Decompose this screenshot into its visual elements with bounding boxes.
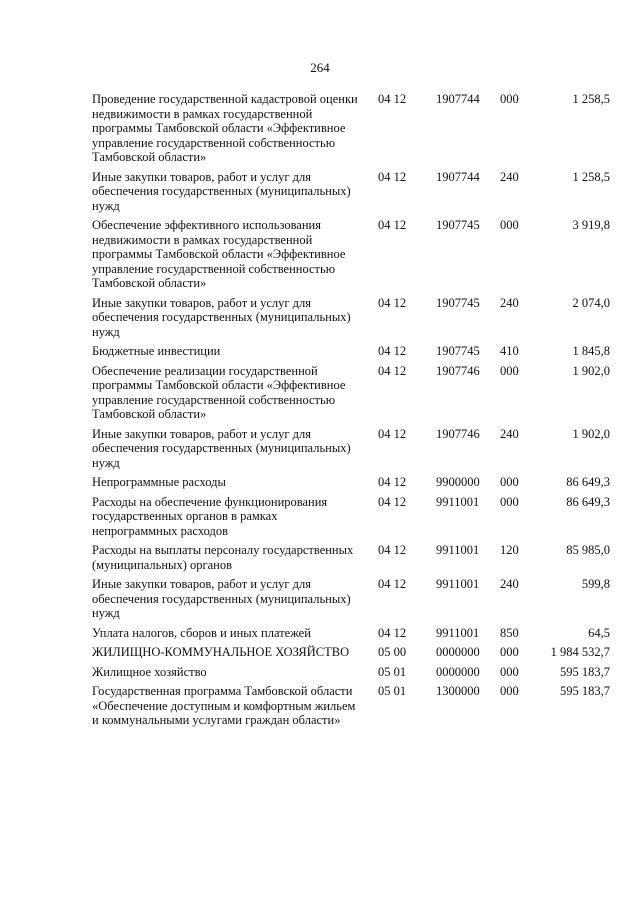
item-name: Бюджетные инвестиции [92, 344, 221, 358]
item-name: Расходы на обеспечение функционирования государственных органов в рамках непрограммных расходов [92, 494, 328, 538]
table-row [92, 218, 610, 296]
item-name: Непрограммные расходы [92, 475, 226, 489]
amount: 85 985,0 [566, 543, 610, 557]
expense-kind-code: 240 [500, 577, 519, 591]
section-code: 05 01 [378, 664, 407, 679]
table-row [92, 364, 610, 427]
item-name: Уплата налогов, сборов и иных платежей [92, 625, 311, 640]
target-code: 9900000 [436, 475, 480, 489]
table-row [92, 475, 610, 495]
section-code: 04 12 [378, 577, 407, 591]
table-row [92, 684, 610, 733]
amount: 1 258,5 [572, 169, 610, 184]
expense-kind-code: 000 [500, 218, 519, 232]
section-code: 04 12 [378, 295, 407, 310]
section-code: 04 12 [378, 426, 407, 441]
item-name: Обеспечение реализации государственной программы Тамбовской области «Эффективное управление государственной собственностью Тамбовской области» [92, 363, 346, 421]
table-row [92, 626, 610, 646]
amount: 1 984 532,7 [550, 645, 610, 659]
item-name: Иные закупки товаров, работ и услуг для обеспечения государственных (муниципальных) нужд [92, 577, 351, 620]
item-name: Иные закупки товаров, работ и услуг для обеспечения государственных (муниципальных) нужд [92, 426, 351, 470]
table-row [92, 645, 610, 665]
target-code: 0000000 [436, 664, 480, 679]
target-code: 1907744 [436, 169, 480, 184]
table-row [92, 344, 610, 364]
section-code: 04 12 [378, 169, 407, 184]
expense-kind-code: 000 [500, 475, 519, 489]
expense-kind-code: 000 [500, 684, 519, 698]
table-row [92, 543, 610, 577]
target-code: 1907746 [436, 363, 480, 378]
item-name: Иные закупки товаров, работ и услуг для обеспечения государственных (муниципальных) нужд [92, 295, 351, 339]
table-row [92, 577, 610, 626]
target-code: 1907744 [436, 92, 480, 106]
target-code: 1300000 [436, 684, 480, 698]
item-name: ЖИЛИЩНО-КОММУНАЛЬНОЕ ХОЗЯЙСТВО [92, 645, 350, 659]
table-row [92, 495, 610, 544]
item-name: Обеспечение эффективного использования недвижимости в рамках государственной программы Тамбовской области «Эффективное управление государственной собственностью Тамбовской области» [92, 218, 346, 290]
section-code: 05 01 [378, 684, 407, 698]
expense-kind-code: 000 [500, 494, 519, 509]
target-code: 1907745 [436, 344, 480, 358]
table-row [92, 92, 610, 170]
amount: 3 919,8 [572, 218, 610, 232]
expense-kind-code: 240 [500, 295, 519, 310]
section-code: 04 12 [378, 363, 407, 378]
table-row [92, 296, 610, 345]
amount: 1 902,0 [572, 426, 610, 441]
expense-kind-code: 000 [500, 363, 519, 378]
amount: 595 183,7 [560, 684, 610, 698]
amount: 1 845,8 [572, 344, 610, 358]
expense-kind-code: 000 [500, 664, 519, 679]
budget-table [92, 92, 610, 733]
amount: 2 074,0 [572, 295, 610, 310]
target-code: 0000000 [436, 645, 480, 659]
table-row [92, 427, 610, 476]
target-code: 1907745 [436, 295, 480, 310]
expense-kind-code: 850 [500, 625, 519, 640]
amount: 599,8 [581, 577, 610, 591]
table-row [92, 170, 610, 219]
expense-kind-code: 410 [500, 344, 519, 358]
item-name: Расходы на выплаты персоналу государственных (муниципальных) органов [92, 543, 354, 572]
expense-kind-code: 240 [500, 426, 519, 441]
amount: 86 649,3 [566, 494, 610, 509]
section-code: 04 12 [378, 92, 407, 106]
target-code: 1907745 [436, 218, 480, 232]
target-code: 9911001 [436, 625, 480, 640]
section-code: 05 00 [378, 645, 407, 659]
target-code: 9911001 [436, 577, 480, 591]
expense-kind-code: 120 [500, 543, 519, 557]
section-code: 04 12 [378, 218, 407, 232]
item-name: Проведение государственной кадастровой оценки недвижимости в рамках государственной программы Тамбовской области «Эффективное управление государственной собственностью Тамбовской области» [92, 92, 358, 164]
section-code: 04 12 [378, 475, 407, 489]
amount: 1 902,0 [572, 363, 610, 378]
item-name: Государственная программа Тамбовской области «Обеспечение доступным и комфортным жильем и коммунальными услугами граждан области» [92, 684, 356, 727]
amount: 86 649,3 [566, 475, 610, 489]
table-row [92, 665, 610, 685]
amount: 595 183,7 [560, 664, 610, 679]
target-code: 1907746 [436, 426, 480, 441]
target-code: 9911001 [436, 494, 480, 509]
expense-kind-code: 000 [500, 645, 519, 659]
section-code: 04 12 [378, 543, 407, 557]
item-name: Иные закупки товаров, работ и услуг для обеспечения государственных (муниципальных) нужд [92, 169, 351, 213]
amount: 1 258,5 [572, 92, 610, 106]
item-name: Жилищное хозяйство [92, 664, 207, 679]
section-code: 04 12 [378, 494, 407, 509]
target-code: 9911001 [436, 543, 480, 557]
section-code: 04 12 [378, 344, 407, 358]
amount: 64,5 [588, 625, 610, 640]
expense-kind-code: 000 [500, 92, 519, 106]
section-code: 04 12 [378, 625, 407, 640]
page-number: 264 [310, 60, 330, 75]
expense-kind-code: 240 [500, 169, 519, 184]
